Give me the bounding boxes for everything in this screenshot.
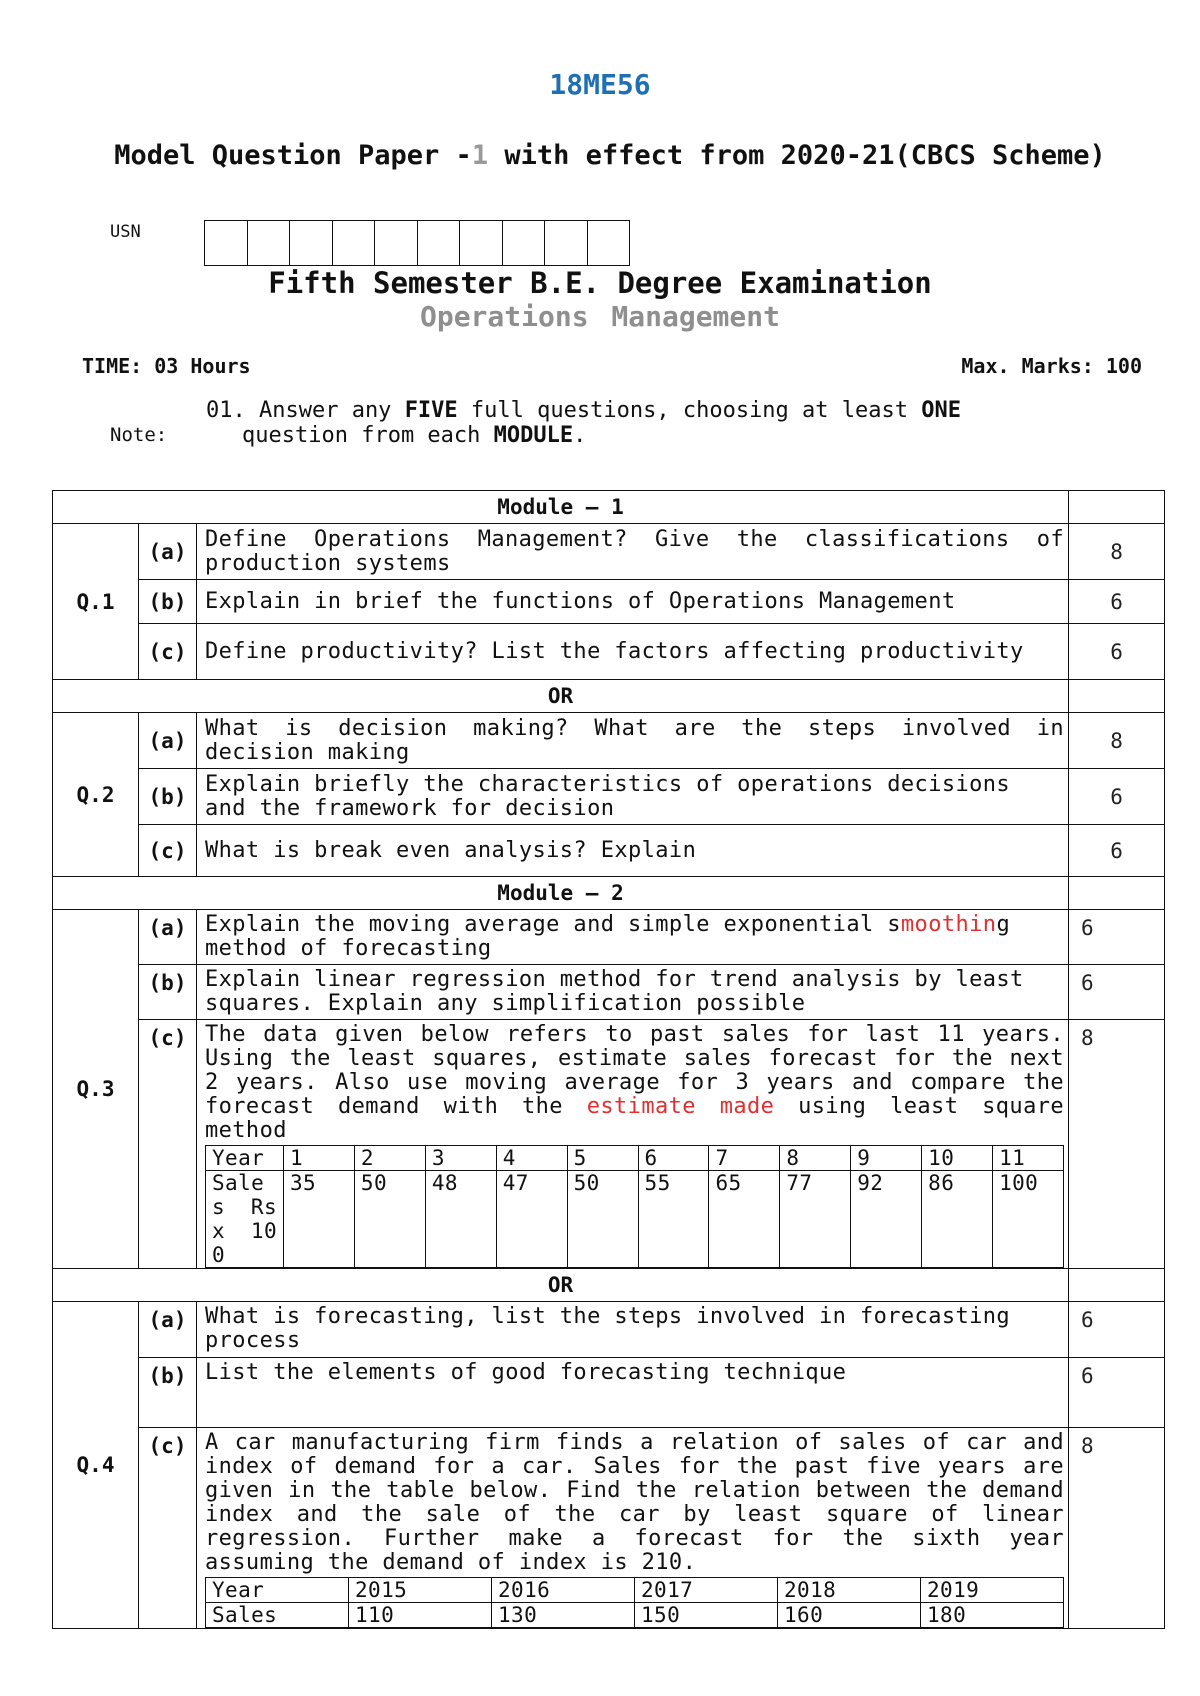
question-paragraph	[205, 1023, 1064, 1143]
year-cell: 2016	[492, 1578, 635, 1603]
part-label: (b)	[139, 965, 197, 1020]
year-cell: 8	[780, 1146, 851, 1171]
usn-box[interactable]	[418, 221, 461, 265]
question-row	[53, 1302, 1165, 1358]
usn-box[interactable]	[588, 221, 631, 265]
year-cell: 2018	[778, 1578, 921, 1603]
note-line-1	[206, 398, 1086, 423]
question-text	[197, 1020, 1069, 1269]
title-part1: Model Question Paper -	[114, 140, 472, 171]
module-1-heading: Module – 1	[53, 491, 1069, 524]
year-row	[206, 1146, 1064, 1171]
question-text-part: The data given below refers to past sales for last 11 years. Using the least squares, estimate sales forecast for the next 2 years. Also use moving average for 3 years and compare the forecast demand with the	[205, 1022, 1065, 1119]
module-row	[53, 877, 1165, 910]
question-text: Define Operations Management? Give the classifications of production systems	[197, 524, 1069, 580]
question-row	[53, 1358, 1165, 1428]
sales-row	[206, 1171, 1064, 1268]
year-cell: 10	[922, 1146, 993, 1171]
or-separator: OR	[53, 1269, 1069, 1302]
year-cell: 3	[425, 1146, 496, 1171]
paper-title	[80, 140, 1140, 172]
question-text: Define productivity? List the factors affecting productivity	[197, 624, 1069, 680]
part-label: (b)	[139, 580, 197, 624]
question-row	[53, 524, 1165, 580]
year-cell: 2	[354, 1146, 425, 1171]
empty-cell	[1069, 680, 1165, 713]
part-label: (c)	[139, 624, 197, 680]
sales-cell: 130	[492, 1603, 635, 1628]
question-marks: 8	[1069, 1428, 1165, 1629]
sales-cell: 92	[851, 1171, 922, 1268]
year-cell: 2017	[635, 1578, 778, 1603]
highlighted-text: estimate made	[586, 1094, 775, 1119]
note-line-2	[206, 423, 1086, 448]
question-text: Explain linear regression method for trend analysis by least squares. Explain any simplification possible	[197, 965, 1069, 1020]
row-label: Sales Rs x 100	[206, 1171, 284, 1268]
question-paragraph: A car manufacturing firm finds a relation of sales of car and index of demand for a car. Sales for the past five years are given in the table below. Find the relation between the demand index and the sale of the car by least square of linear regression. Further make a forecast for the sixth year assuming the demand of index is 210.	[205, 1430, 1065, 1575]
note-emphasis-five: FIVE	[404, 398, 458, 423]
question-row	[53, 769, 1165, 825]
part-label: (c)	[139, 825, 197, 877]
year-cell: 5	[567, 1146, 638, 1171]
sales-cell: 55	[638, 1171, 709, 1268]
subject-title: Operations Management	[419, 300, 780, 333]
sales-cell: 50	[567, 1171, 638, 1268]
or-separator: OR	[53, 680, 1069, 713]
part-label: (a)	[139, 910, 197, 965]
question-marks: 6	[1069, 1358, 1165, 1428]
usn-box[interactable]	[375, 221, 418, 265]
question-row	[53, 825, 1165, 877]
question-number: Q.4	[53, 1302, 139, 1629]
question-marks: 6	[1069, 624, 1165, 680]
note-text-part: question from each	[242, 423, 494, 448]
question-row	[53, 580, 1165, 624]
question-text	[197, 1428, 1069, 1629]
question-text-part: using least square method	[205, 1094, 1065, 1143]
question-text-part: g method of forecasting	[205, 912, 1011, 961]
question-text: List the elements of good forecasting technique	[197, 1358, 1069, 1428]
question-marks: 8	[1069, 524, 1165, 580]
question-marks: 8	[1069, 713, 1165, 769]
empty-cell	[1069, 877, 1165, 910]
question-row	[53, 1428, 1165, 1629]
year-cell: 6	[638, 1146, 709, 1171]
question-text: Explain in brief the functions of Operations Management	[197, 580, 1069, 624]
year-cell: 4	[496, 1146, 567, 1171]
usn-box[interactable]	[333, 221, 376, 265]
question-marks: 6	[1069, 910, 1165, 965]
question-marks: 8	[1069, 1020, 1165, 1269]
sales-cell: 150	[635, 1603, 778, 1628]
question-row	[53, 624, 1165, 680]
year-row	[206, 1578, 1064, 1603]
question-row	[53, 713, 1165, 769]
question-text: What is break even analysis? Explain	[197, 825, 1069, 877]
question-text: What is decision making? What are the steps involved in decision making	[197, 713, 1069, 769]
usn-box[interactable]	[290, 221, 333, 265]
sales-cell: 110	[349, 1603, 492, 1628]
year-cell: 9	[851, 1146, 922, 1171]
sales-cell: 160	[778, 1603, 921, 1628]
empty-cell	[1069, 491, 1165, 524]
usn-box[interactable]	[460, 221, 503, 265]
note-text-part: .	[573, 423, 587, 448]
usn-box[interactable]	[545, 221, 588, 265]
empty-cell	[1069, 1269, 1165, 1302]
car-sales-table	[205, 1577, 1064, 1628]
sales-cell: 180	[921, 1603, 1064, 1628]
sales-cell: 35	[284, 1171, 355, 1268]
question-text	[197, 910, 1069, 965]
questions-table	[52, 490, 1165, 1629]
question-number: Q.2	[53, 713, 139, 877]
highlighted-text: moothin	[900, 912, 997, 937]
part-label: (a)	[139, 713, 197, 769]
max-marks: Max. Marks: 100	[961, 354, 1142, 378]
sales-row	[206, 1603, 1064, 1628]
part-label: (a)	[139, 1302, 197, 1358]
sales-cell: 48	[425, 1171, 496, 1268]
year-cell: 11	[993, 1146, 1064, 1171]
question-number: Q.3	[53, 910, 139, 1269]
sales-cell: 65	[709, 1171, 780, 1268]
question-row	[53, 965, 1165, 1020]
usn-box[interactable]	[248, 221, 291, 265]
part-label: (a)	[139, 524, 197, 580]
exam-time: TIME: 03 Hours	[82, 354, 251, 378]
subject-code: 18ME56	[549, 68, 651, 101]
question-marks: 6	[1069, 965, 1165, 1020]
title-number: 1	[471, 140, 489, 171]
question-marks: 6	[1069, 769, 1165, 825]
note-text-part: 01. Answer any	[206, 398, 405, 423]
row-label: Year	[206, 1146, 284, 1171]
note-text	[206, 398, 1086, 448]
question-text-part: Explain the moving average and simple exponential s	[205, 912, 901, 937]
sales-cell: 47	[496, 1171, 567, 1268]
row-label: Year	[206, 1578, 349, 1603]
year-cell: 1	[284, 1146, 355, 1171]
question-marks: 6	[1069, 825, 1165, 877]
sales-cell: 50	[354, 1171, 425, 1268]
question-text: Explain briefly the characteristics of operations decisions and the framework for decision	[197, 769, 1069, 825]
note-emphasis-one: ONE	[921, 398, 962, 423]
year-cell: 2015	[349, 1578, 492, 1603]
or-row	[53, 680, 1165, 713]
usn-label: USN	[110, 222, 141, 242]
row-label: Sales	[206, 1603, 349, 1628]
semester-heading: Fifth Semester B.E. Degree Examination	[268, 266, 932, 300]
note-label: Note:	[110, 424, 168, 446]
module-row	[53, 491, 1165, 524]
part-label: (b)	[139, 1358, 197, 1428]
question-number: Q.1	[53, 524, 139, 680]
question-row	[53, 910, 1165, 965]
year-cell: 7	[709, 1146, 780, 1171]
question-marks: 6	[1069, 580, 1165, 624]
sales-cell: 86	[922, 1171, 993, 1268]
sales-cell: 100	[993, 1171, 1064, 1268]
or-row	[53, 1269, 1165, 1302]
note-emphasis-module: MODULE	[493, 423, 574, 448]
sales-cell: 77	[780, 1171, 851, 1268]
title-part2: with effect from 2020-21(CBCS Scheme)	[488, 140, 1106, 171]
question-row	[53, 1020, 1165, 1269]
question-text: What is forecasting, list the steps involved in forecasting process	[197, 1302, 1069, 1358]
question-marks: 6	[1069, 1302, 1165, 1358]
note-text-part: full questions, choosing at least	[457, 398, 922, 423]
part-label: (b)	[139, 769, 197, 825]
usn-box[interactable]	[503, 221, 546, 265]
part-label: (c)	[139, 1020, 197, 1269]
year-cell: 2019	[921, 1578, 1064, 1603]
usn-box[interactable]	[205, 221, 248, 265]
module-2-heading: Module – 2	[53, 877, 1069, 910]
part-label: (c)	[139, 1428, 197, 1629]
sales-data-table	[205, 1145, 1064, 1268]
usn-boxes[interactable]	[204, 220, 630, 266]
